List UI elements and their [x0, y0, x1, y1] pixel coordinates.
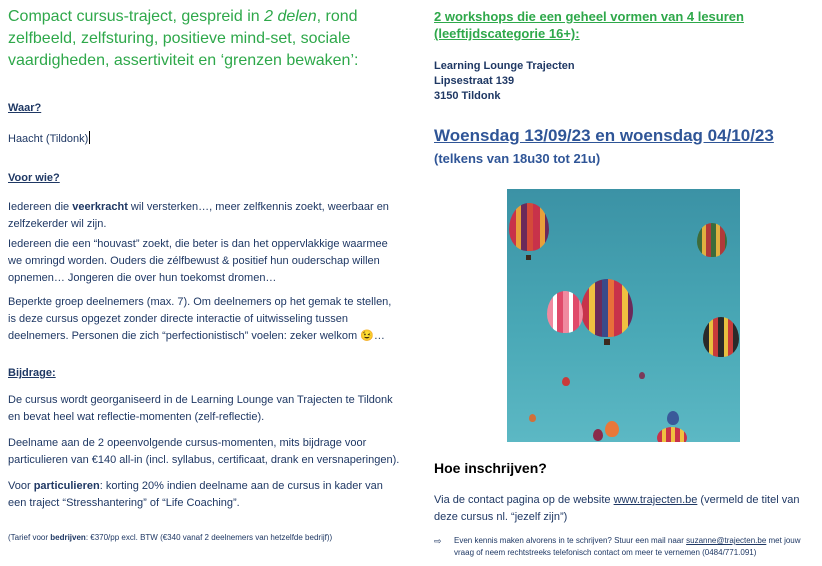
location-text: Haacht (Tildonk) [8, 133, 89, 145]
contribution-paragraph-1: De cursus wordt georganiseerd in de Learning Lounge van Trajecten te Tildonk en bevat heel wat reflectie-momenten (zelf-reflectie). [8, 394, 393, 423]
balloon-shape [509, 203, 549, 251]
basket-shape [526, 255, 531, 260]
balloon-shape [657, 427, 687, 442]
balloon-shape [667, 411, 679, 425]
workshop-title [434, 8, 744, 42]
workshop-title-line1: 2 workshops die een geheel vormen van 4 lesuren [434, 9, 744, 24]
howto-text: Via de contact pagina op de website www.trajecten.be (vermeld de titel van deze cursus nl. “jezelf zijn”) [434, 494, 800, 523]
workshop-title-line2: (leeftijdscategorie 16+): [434, 26, 580, 41]
balloon-shape [547, 291, 583, 333]
course-times: (telkens van 18u30 tot 21u) [434, 151, 601, 166]
balloon-shape [639, 372, 645, 379]
contact-note-text: Even kennis maken alvorens in te schrijven? Stuur een mail naar suzanne@trajecten.be met jouw vraag of neem rechtstreeks telefonisch contact om meer te vernemen (0484/771.091) [454, 536, 801, 557]
website-link[interactable]: www.trajecten.be [613, 494, 698, 506]
forwhom-paragraph-3: Beperkte groep deelnemers (max. 7). Om deelnemers op het gemak te stellen, is deze cursus opgezet zonder directe interactie of uitwisseling tussen deelnemers. Personen die zich “perfectionistisch” voelen: zeker welkom 😉… [8, 296, 392, 342]
forwhom-paragraph-2: Iedereen die een “houvast” zoekt, die beter is dan het oppervlakkige waarmee we omringd worden. Ouders die zélfbewust & positief hun ouderschap willen opnemen… Jongeren die over hun toekomst dromen… [8, 238, 388, 284]
balloon-shape [529, 414, 536, 422]
venue-name: Learning Lounge Trajecten [434, 60, 575, 72]
balloon-shape [697, 223, 727, 257]
contribution-paragraph-3: Voor particulieren: korting 20% indien deelname aan de cursus in kader van een traject “Stresshantering” of “Life Coaching”. [8, 480, 383, 509]
arrow-right-icon: ⇨ [434, 536, 442, 546]
venue-address [434, 59, 575, 104]
intro-part2: , rond zelfbeeld, zelfsturing, positieve mind-set, sociale vaardigheden, assertiviteit en ‘grenzen bewaken’: [8, 8, 359, 69]
text-cursor [89, 131, 90, 144]
where-heading: Waar? [8, 102, 42, 114]
intro-part1: Compact cursus-traject, gespreid in [8, 8, 265, 25]
balloon-shape [593, 429, 603, 441]
email-link[interactable]: suzanne@trajecten.be [686, 536, 767, 545]
course-dates: Woensdag 13/09/23 en woensdag 04/10/23 [434, 126, 774, 145]
balloon-shape [605, 421, 619, 437]
contribution-heading: Bijdrage: [8, 367, 56, 379]
basket-shape [604, 339, 610, 345]
forwhom-paragraph-1: Iedereen die veerkracht wil versterken…, meer zelfkennis zoekt, weerbaar en zelfzekerder wil zijn. [8, 201, 389, 230]
forwhom-heading: Voor wie? [8, 172, 60, 184]
venue-city: 3150 Tildonk [434, 90, 501, 102]
balloon-shape [581, 279, 633, 337]
balloon-shape [562, 377, 570, 386]
business-rate-footnote: (Tarief voor bedrijven: €370/pp excl. BTW (€340 vanaf 2 deelnemers van hetzelfde bedrijf)) [8, 533, 333, 542]
intro-text [8, 6, 403, 72]
intro-emphasis: 2 delen [264, 8, 317, 25]
where-location[interactable] [8, 131, 400, 148]
howto-heading: Hoe inschrijven? [434, 460, 547, 476]
contribution-paragraph-2: Deelname aan de 2 opeenvolgende cursus-momenten, mits bijdrage voor particulieren van €140 all-in (incl. syllabus, certificaat, drank en versnaperingen). [8, 437, 400, 466]
venue-street: Lipsestraat 139 [434, 75, 515, 87]
wink-smiley-icon: 😉 [360, 330, 374, 342]
hot-air-balloons-photo [507, 189, 740, 442]
balloon-shape [703, 317, 739, 357]
